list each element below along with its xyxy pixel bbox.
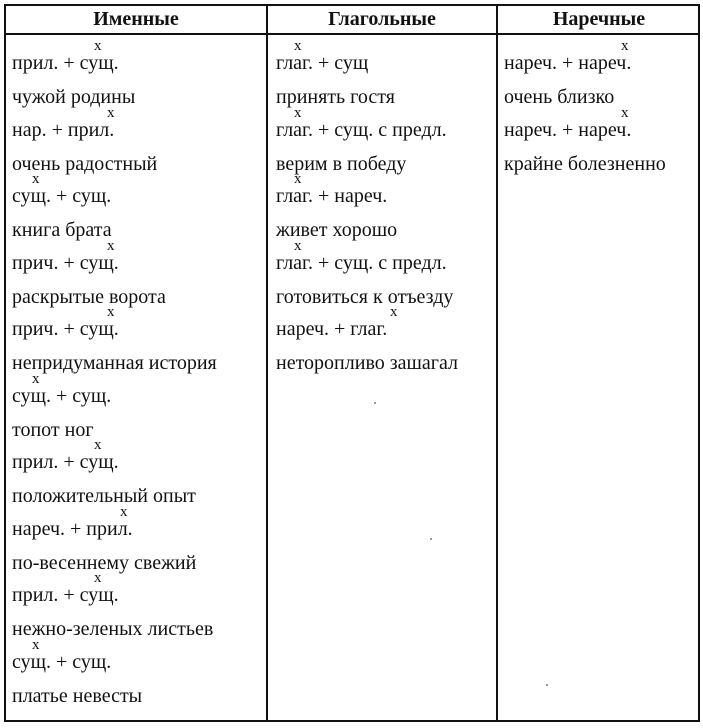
header-adverbial: Наречные bbox=[552, 8, 646, 30]
example-nominal: очень радостный bbox=[12, 152, 158, 175]
formula-nominal bbox=[12, 636, 112, 673]
formula-text: сущ. + сущ. x bbox=[12, 636, 112, 673]
formula-nominal bbox=[12, 304, 119, 340]
head-word-mark: x bbox=[107, 304, 115, 320]
column-nominal bbox=[12, 0, 266, 728]
formula-text: глаг. + сущ. с предл. x bbox=[276, 104, 447, 141]
formula-text: прил. + сущ. x bbox=[12, 570, 119, 606]
head-word-mark: x bbox=[120, 503, 128, 520]
example-nominal: по-весеннему свежий bbox=[12, 551, 197, 574]
formula-verbal bbox=[276, 304, 398, 340]
scan-speck bbox=[374, 402, 376, 404]
scan-speck bbox=[546, 684, 548, 686]
formula-nominal bbox=[12, 38, 119, 74]
example-verbal: верим в победу bbox=[276, 152, 407, 175]
head-word-mark: x bbox=[294, 104, 302, 121]
formula-verbal bbox=[276, 104, 447, 141]
head-word-mark: x bbox=[294, 38, 302, 54]
column-divider-1 bbox=[266, 4, 268, 722]
head-word-mark: x bbox=[107, 104, 115, 121]
example-nominal: топот ног bbox=[12, 418, 94, 441]
formula-nominal bbox=[12, 570, 119, 606]
formula-nominal bbox=[12, 237, 119, 274]
head-word-mark: x bbox=[390, 304, 398, 320]
formula-text: сущ. + сущ. x bbox=[12, 171, 112, 207]
formula-text: сущ. + сущ. x bbox=[12, 370, 112, 407]
formula-text: глаг. + нареч. x bbox=[276, 171, 388, 207]
head-word-mark: x bbox=[294, 237, 302, 254]
formula-verbal bbox=[276, 237, 447, 274]
formula-adverbial bbox=[504, 104, 632, 141]
formula-verbal bbox=[276, 171, 388, 207]
formula-nominal bbox=[12, 171, 112, 207]
formula-text: нареч. + нареч. x bbox=[504, 104, 632, 141]
example-verbal: готовиться к отъезду bbox=[276, 285, 454, 308]
formula-text: нареч. + глаг. x bbox=[276, 304, 398, 340]
formula-text: глаг. + сущ x bbox=[276, 38, 369, 74]
formula-text: глаг. + сущ. с предл. x bbox=[276, 237, 447, 274]
head-word-mark: x bbox=[32, 636, 40, 653]
scan-speck bbox=[430, 538, 432, 540]
head-word-mark: x bbox=[621, 38, 629, 54]
example-nominal: чужой родины bbox=[12, 86, 136, 108]
formula-text: нар. + прил. x bbox=[12, 104, 115, 141]
example-nominal: раскрытые ворота bbox=[12, 285, 166, 308]
formula-text: прил. + сущ. x bbox=[12, 437, 119, 473]
head-word-mark: x bbox=[94, 437, 102, 453]
formula-nominal bbox=[12, 437, 119, 473]
column-adverbial bbox=[504, 0, 698, 728]
formula-text: нареч. + прил. x bbox=[12, 503, 133, 540]
formula-text: прич. + сущ. x bbox=[12, 237, 119, 274]
example-nominal: положительный опыт bbox=[12, 485, 196, 507]
example-verbal: неторопливо зашагал bbox=[276, 352, 459, 374]
formula-nominal bbox=[12, 370, 112, 407]
example-adverbial: очень близко bbox=[504, 86, 615, 108]
header-nominal: Именные bbox=[93, 8, 179, 30]
example-nominal: непридуманная история bbox=[12, 352, 217, 374]
header-verbal: Глагольные bbox=[328, 8, 436, 30]
formula-text: прич. + сущ. x bbox=[12, 304, 119, 340]
head-word-mark: x bbox=[94, 570, 102, 586]
formula-text: нареч. + нареч. x bbox=[504, 38, 632, 74]
column-verbal bbox=[276, 0, 494, 728]
head-word-mark: x bbox=[32, 370, 40, 387]
head-word-mark: x bbox=[107, 237, 115, 254]
head-word-mark: x bbox=[32, 171, 40, 187]
formula-verbal bbox=[276, 38, 369, 74]
example-nominal: книга брата bbox=[12, 219, 112, 241]
formula-text: прил. + сущ. x bbox=[12, 38, 119, 74]
head-word-mark: x bbox=[294, 171, 302, 187]
example-nominal: нежно-зеленых листьев bbox=[12, 618, 214, 640]
column-divider-2 bbox=[496, 4, 498, 722]
formula-nominal bbox=[12, 104, 115, 141]
example-adverbial: крайне болезненно bbox=[504, 152, 666, 175]
head-word-mark: x bbox=[94, 38, 102, 54]
formula-adverbial bbox=[504, 38, 632, 74]
example-nominal: платье невесты bbox=[12, 684, 143, 707]
head-word-mark: x bbox=[621, 104, 629, 121]
example-verbal: принять гостя bbox=[276, 86, 395, 108]
example-verbal: живет хорошо bbox=[276, 219, 398, 241]
formula-nominal bbox=[12, 503, 133, 540]
